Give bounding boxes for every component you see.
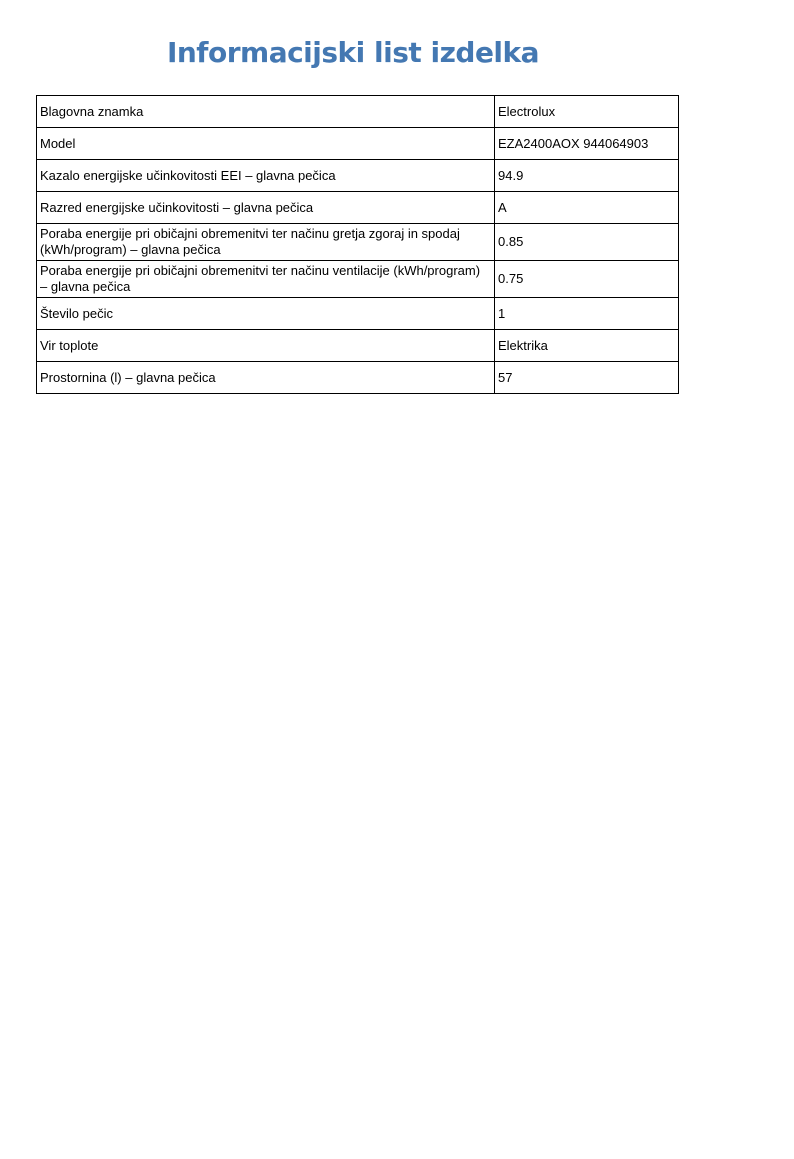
product-info-table-body [37,96,679,394]
table-row [37,261,679,298]
table-row [37,298,679,330]
table-row [37,330,679,362]
spec-label: Blagovna znamka [37,96,495,128]
table-row [37,362,679,394]
spec-label: Število pečic [37,298,495,330]
spec-label: Prostornina (l) – glavna pečica [37,362,495,394]
table-row [37,160,679,192]
spec-label: Poraba energije pri običajni obremenitvi ter načinu gretja zgoraj in spodaj (kWh/program) – glavna pečica [37,224,495,261]
table-row [37,224,679,261]
page-title: Informacijski list izdelka [166,36,540,69]
spec-label: Razred energijske učinkovitosti – glavna pečica [37,192,495,224]
table-row [37,192,679,224]
spec-label: Vir toplote [37,330,495,362]
spec-label: Poraba energije pri običajni obremenitvi ter načinu ventilacije (kWh/program) – glavna pečica [37,261,495,298]
spec-value: A [495,192,679,224]
spec-value: 0.85 [495,224,679,261]
spec-label: Kazalo energijske učinkovitosti EEI – glavna pečica [37,160,495,192]
table-row [37,128,679,160]
spec-value: 94.9 [495,160,679,192]
spec-value: Electrolux [495,96,679,128]
spec-value: EZA2400AOX 944064903 [495,128,679,160]
spec-value: 0.75 [495,261,679,298]
spec-value: 57 [495,362,679,394]
product-info-table [36,95,679,394]
product-info-sheet [36,36,670,394]
spec-value: 1 [495,298,679,330]
table-row [37,96,679,128]
spec-label: Model [37,128,495,160]
spec-value: Elektrika [495,330,679,362]
